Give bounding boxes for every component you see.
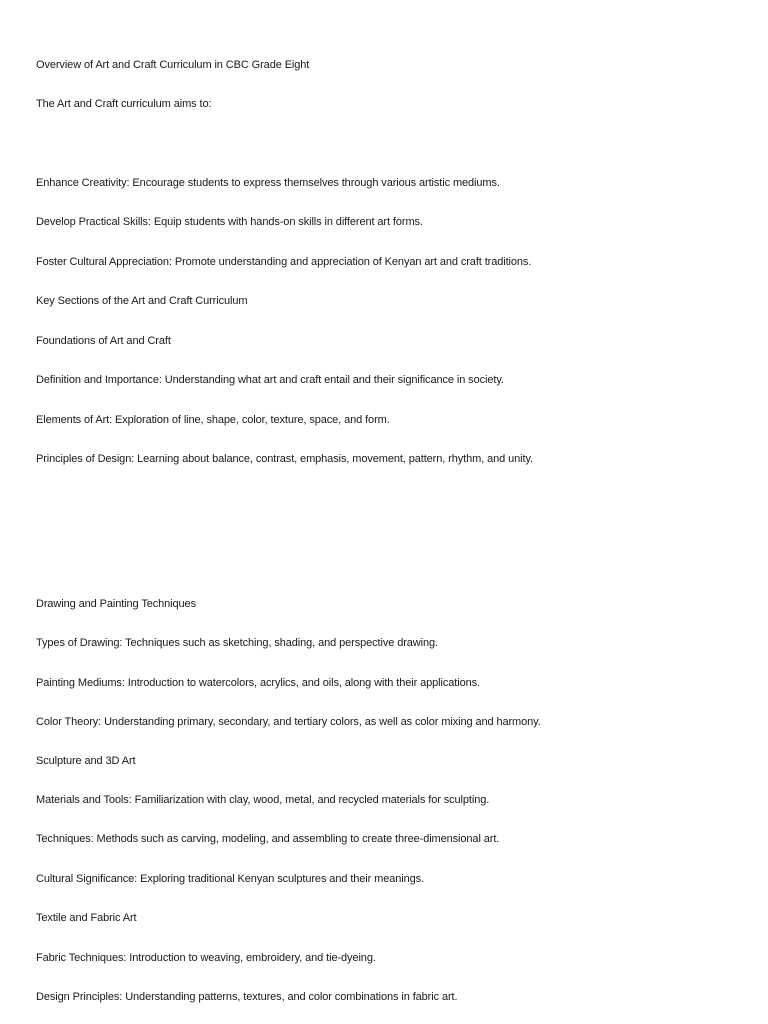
content-item: Design Principles: Understanding patterns, textures, and color combinations in fabric art. (36, 991, 458, 1003)
content-item: Cultural Significance: Exploring traditional Kenyan sculptures and their meanings. (36, 873, 425, 885)
subsection-heading: Foundations of Art and Craft (36, 335, 171, 347)
content-item: Fabric Techniques: Introduction to weaving, embroidery, and tie-dyeing. (36, 952, 376, 964)
content-item: Materials and Tools: Familiarization with clay, wood, metal, and recycled materials for sculpting. (36, 794, 490, 806)
content-item: Principles of Design: Learning about balance, contrast, emphasis, movement, pattern, rhythm, and unity. (36, 453, 533, 465)
doc-title: Overview of Art and Craft Curriculum in CBC Grade Eight (36, 59, 310, 71)
section-heading: Key Sections of the Art and Craft Curriculum (36, 295, 248, 307)
intro-text: The Art and Craft curriculum aims to: (36, 98, 212, 110)
content-item: Definition and Importance: Understanding what art and craft entail and their significance in society. (36, 374, 504, 386)
content-item: Painting Mediums: Introduction to watercolors, acrylics, and oils, along with their applications. (36, 677, 480, 689)
content-item: Types of Drawing: Techniques such as sketching, shading, and perspective drawing. (36, 637, 438, 649)
aim-item: Foster Cultural Appreciation: Promote understanding and appreciation of Kenyan art and craft traditions. (36, 256, 532, 268)
subsection-heading: Drawing and Painting Techniques (36, 598, 196, 610)
subsection-heading: Textile and Fabric Art (36, 912, 137, 924)
aim-item: Develop Practical Skills: Equip students with hands-on skills in different art forms. (36, 216, 423, 228)
content-item: Techniques: Methods such as carving, modeling, and assembling to create three-dimensional art. (36, 833, 500, 845)
subsection-heading: Sculpture and 3D Art (36, 755, 136, 767)
content-item: Color Theory: Understanding primary, secondary, and tertiary colors, as well as color mixing and harmony. (36, 716, 541, 728)
content-item: Elements of Art: Exploration of line, shape, color, texture, space, and form. (36, 414, 390, 426)
aim-item: Enhance Creativity: Encourage students to express themselves through various artistic mediums. (36, 177, 500, 189)
